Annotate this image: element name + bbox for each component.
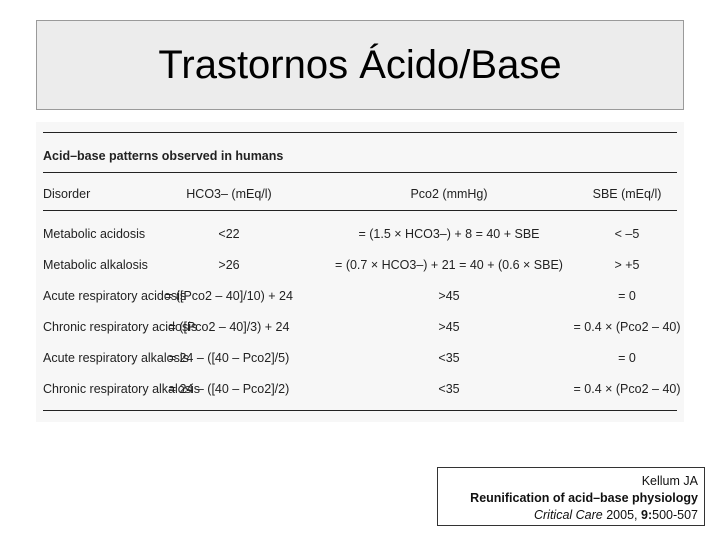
row-pco2: = (0.7 × HCO3–) + 21 = 40 + (0.6 × SBE) bbox=[335, 258, 563, 272]
header-hco3: HCO3– (mEq/l) bbox=[186, 187, 272, 201]
citation-pages: 500-507 bbox=[652, 508, 698, 522]
row-pco2: = (1.5 × HCO3–) + 8 = 40 + SBE bbox=[358, 227, 540, 241]
row-sbe: = 0 bbox=[618, 289, 636, 303]
citation-source bbox=[444, 507, 698, 524]
row-hco3: = 24 – ([40 – Pco2]/2) bbox=[168, 382, 290, 396]
row-pco2: >45 bbox=[438, 289, 460, 303]
table-row bbox=[43, 315, 681, 339]
row-disorder: Chronic respiratory acidosis bbox=[43, 320, 198, 334]
table-row bbox=[43, 253, 677, 277]
row-sbe: > +5 bbox=[614, 258, 640, 272]
row-pco2: <35 bbox=[438, 382, 460, 396]
row-hco3: = 24 – ([40 – Pco2]/5) bbox=[168, 351, 290, 365]
row-disorder: Metabolic alkalosis bbox=[43, 258, 148, 272]
title-box bbox=[36, 20, 684, 110]
top-rule bbox=[43, 132, 677, 133]
table-panel bbox=[36, 122, 684, 422]
citation-title: Reunification of acid–base physiology bbox=[470, 491, 698, 505]
row-hco3: <22 bbox=[218, 227, 240, 241]
row-disorder: Chronic respiratory alkalosis bbox=[43, 382, 201, 396]
citation-journal: Critical Care bbox=[533, 508, 603, 522]
row-sbe: < –5 bbox=[614, 227, 640, 241]
header-pco2: Pco2 (mmHg) bbox=[410, 187, 488, 201]
row-sbe: = 0 bbox=[618, 351, 636, 365]
table-caption: Acid–base patterns observed in humans bbox=[43, 149, 284, 163]
citation-author: Kellum JA bbox=[641, 474, 698, 488]
row-hco3: = ([Pco2 – 40]/10) + 24 bbox=[165, 289, 293, 303]
table-row bbox=[43, 346, 677, 370]
slide-title: Trastornos Ácido/Base bbox=[158, 42, 562, 87]
caption-rule bbox=[43, 172, 677, 173]
row-sbe: = 0.4 × (Pco2 – 40) bbox=[573, 382, 681, 396]
bottom-rule bbox=[43, 410, 677, 411]
row-pco2: >45 bbox=[438, 320, 460, 334]
row-disorder: Acute respiratory acidosis bbox=[43, 289, 187, 303]
table-row bbox=[43, 222, 677, 246]
table-row bbox=[43, 377, 681, 401]
header-rule bbox=[43, 210, 677, 211]
citation-year: 2005, bbox=[606, 508, 638, 522]
header-sbe: SBE (mEq/l) bbox=[592, 187, 662, 201]
table-header-row bbox=[43, 182, 677, 206]
row-hco3: >26 bbox=[218, 258, 240, 272]
row-sbe: = 0.4 × (Pco2 – 40) bbox=[573, 320, 681, 334]
table-row bbox=[43, 284, 677, 308]
row-hco3: = ([Pco2 – 40]/3) + 24 bbox=[168, 320, 290, 334]
row-disorder: Metabolic acidosis bbox=[43, 227, 146, 241]
row-pco2: <35 bbox=[438, 351, 460, 365]
citation-box bbox=[437, 467, 705, 526]
header-disorder: Disorder bbox=[43, 187, 91, 201]
row-disorder: Acute respiratory alkalosis bbox=[43, 351, 189, 365]
citation-volume: 9: bbox=[641, 508, 653, 522]
